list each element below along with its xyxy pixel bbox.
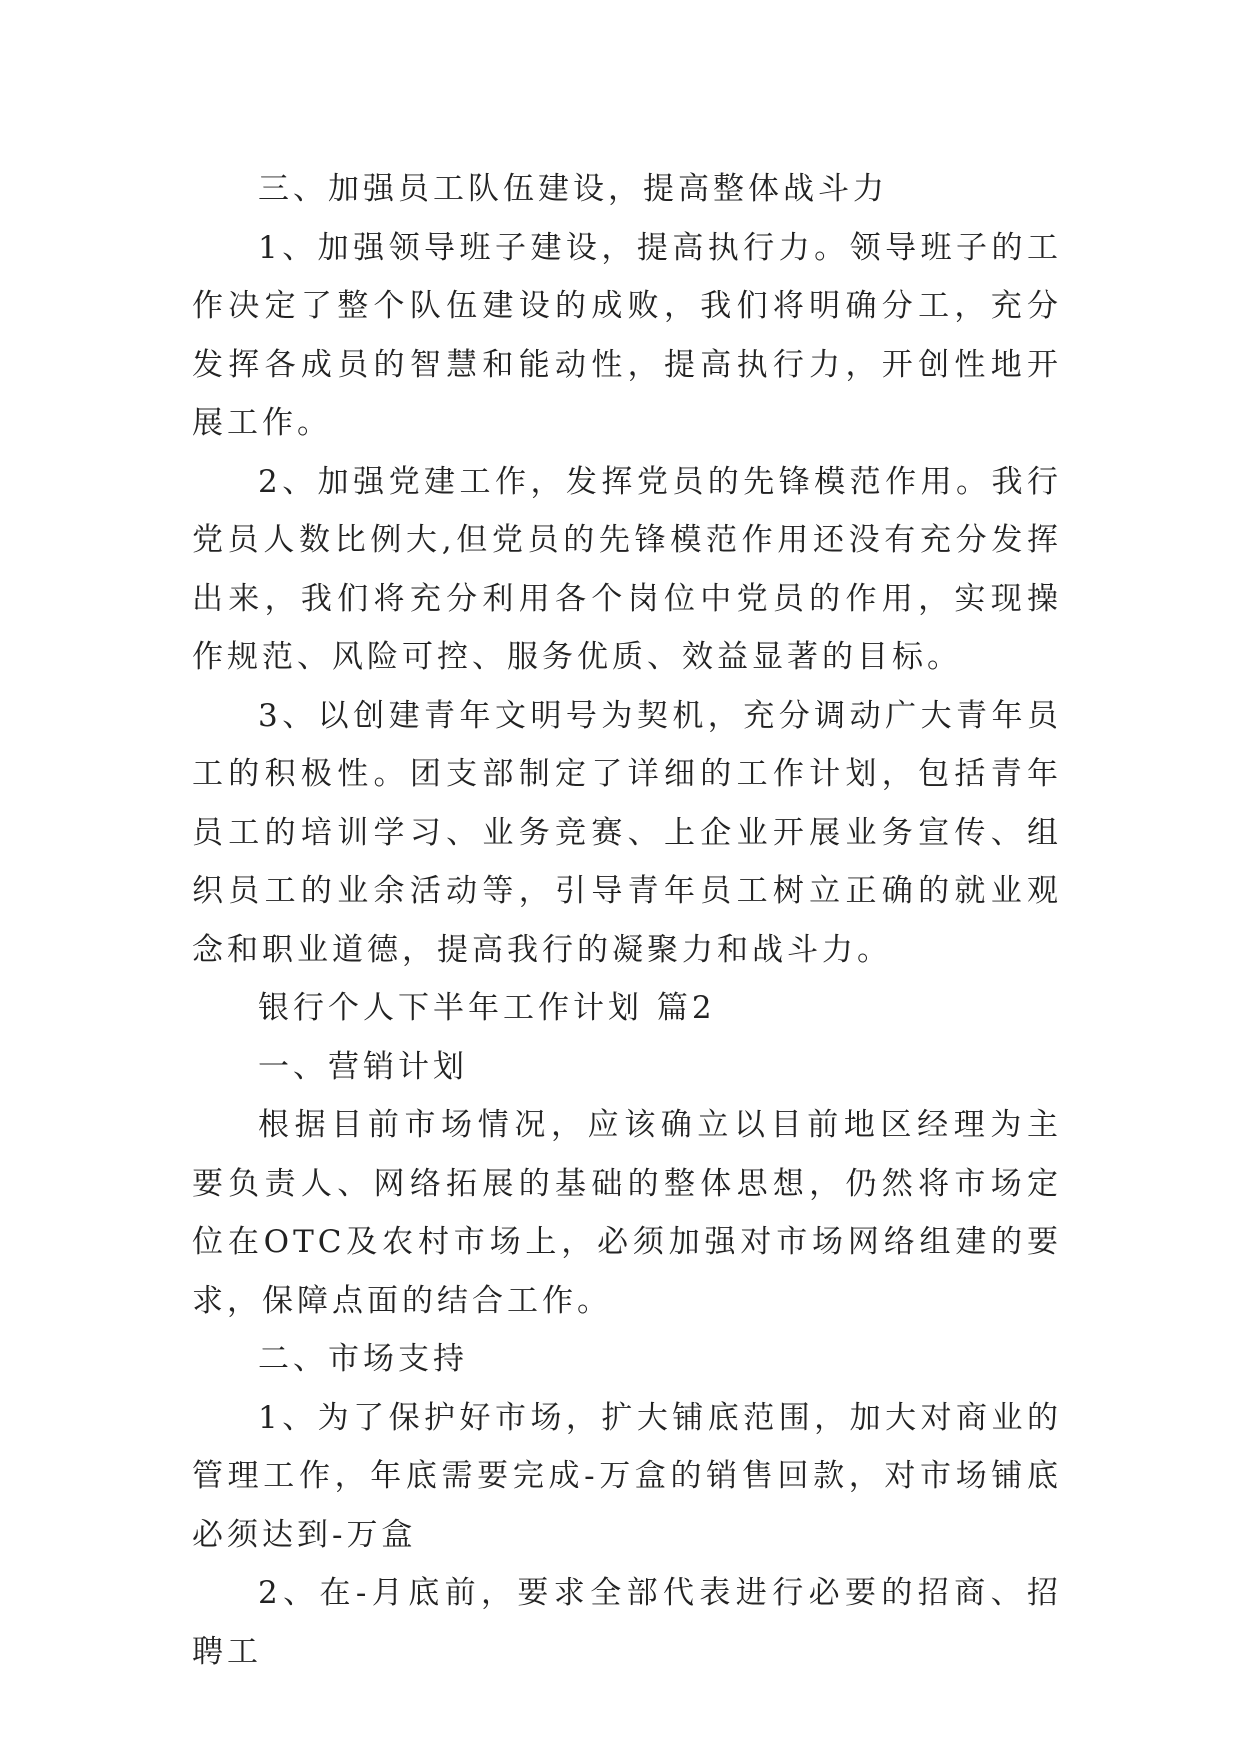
paragraph-youth-civilization: 3、以创建青年文明号为契机，充分调动广大青年员工的积极性。团支部制定了详细的工作计划，包括青年员工的培训学习、业务竞赛、上企业开展业务宣传、组织员工的业余活动等，引导青年员工树立正确的就业观念和职业道德，提高我行的凝聚力和战斗力。 [192, 697, 1062, 968]
paragraph-recruitment: 2、在-月底前，要求全部代表进行必要的招商、招聘工 [192, 1575, 1062, 1670]
paragraph-party-building: 2、加强党建工作，发挥党员的先锋模范作用。我行党员人数比例大,但党员的先锋模范作用还没有充分发挥出来，我们将充分利用各个岗位中党员的作用，实现操作规范、风险可控、服务优质、效益显著的目标。 [192, 463, 1062, 675]
paragraph-market-situation: 根据目前市场情况，应该确立以目前地区经理为主要负责人、网络拓展的基础的整体思想，仍然将市场定位在OTC及农村市场上，必须加强对市场网络组建的要求，保障点面的结合工作。 [192, 1107, 1062, 1319]
paragraph-protect-market: 1、为了保护好市场，扩大铺底范围，加大对商业的管理工作，年底需要完成-万盒的销售回款，对市场铺底必须达到-万盒 [192, 1399, 1062, 1553]
section-heading-market-support: 二、市场支持 [258, 1341, 468, 1377]
paragraph-leadership: 1、加强领导班子建设，提高执行力。领导班子的工作决定了整个队伍建设的成败，我们将明确分工，充分发挥各成员的智慧和能动性，提高执行力，开创性地开展工作。 [192, 229, 1062, 441]
section-heading-team-building: 三、加强员工队伍建设，提高整体战斗力 [258, 171, 888, 207]
article-title-part-2: 银行个人下半年工作计划 篇2 [258, 990, 716, 1026]
section-heading-marketing-plan: 一、营销计划 [258, 1048, 468, 1085]
document-body [192, 160, 1062, 1681]
